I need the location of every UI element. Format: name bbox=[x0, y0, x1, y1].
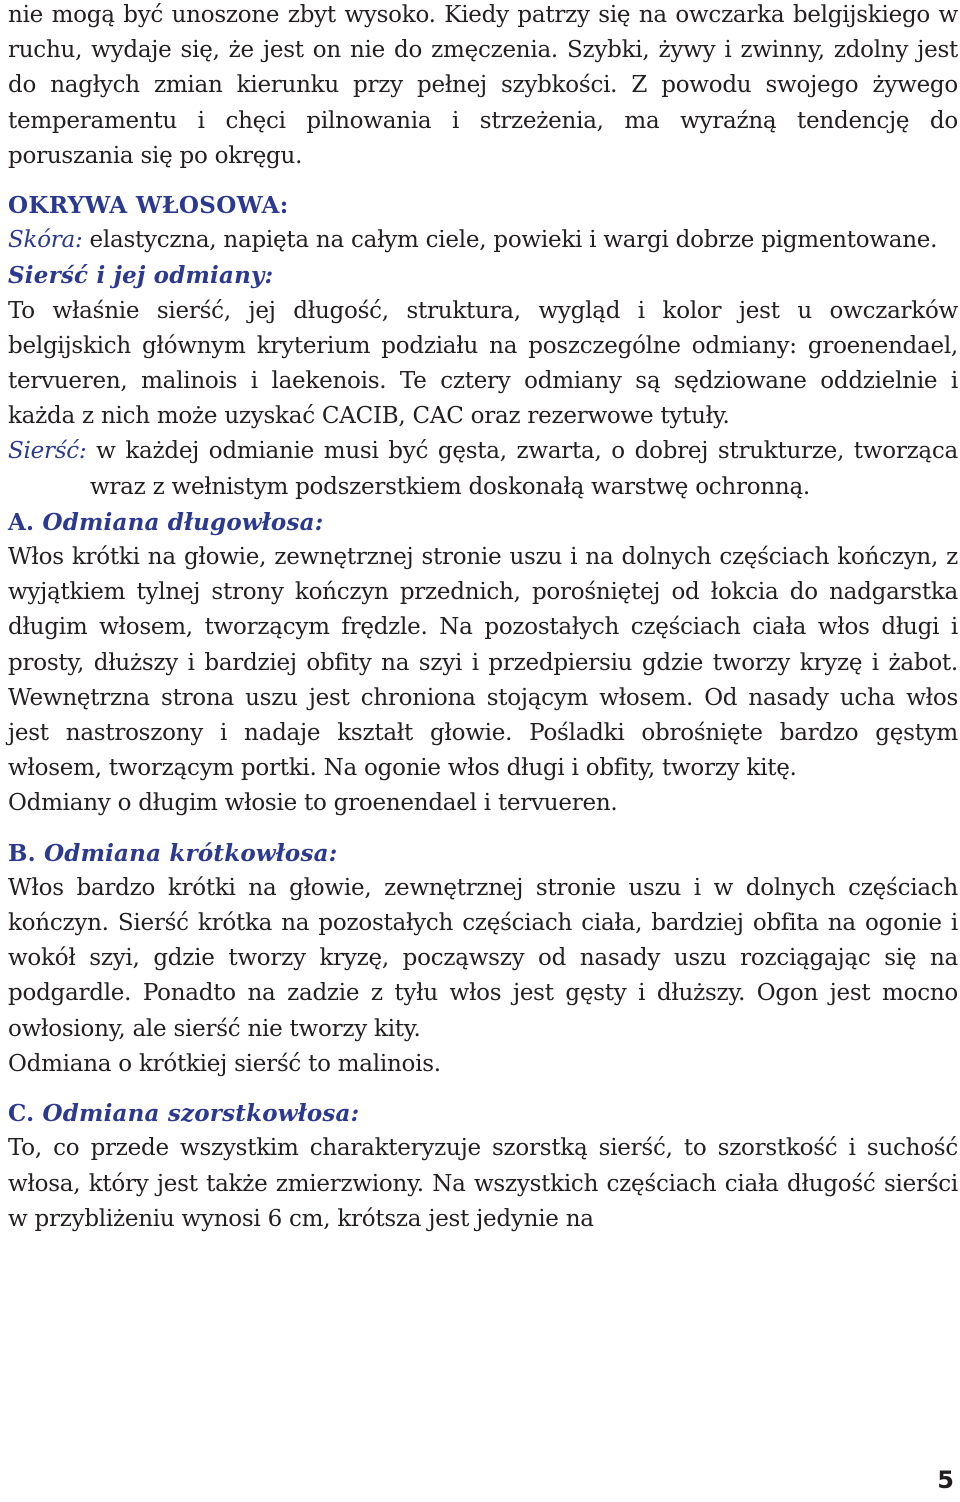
section-a-heading bbox=[8, 505, 958, 540]
section-a-title: Odmiana długowłosa: bbox=[34, 508, 324, 536]
coat-term: Sierść: bbox=[8, 438, 87, 465]
section-c-paragraph: To, co przede wszystkim charakteryzuje szorstką sierść, to szorstkość i suchość włosa, który jest także zmierzwiony. Na wszystkich częściach ciała długość sierści w przybliżeniu wynosi 6 cm, krótsza jest jedynie na bbox=[8, 1135, 958, 1232]
section-b-title: Odmiana krótkowłosa: bbox=[35, 839, 338, 867]
section-b-prefix: B. bbox=[8, 839, 36, 867]
varieties-paragraph: To właśnie sierść, jej długość, struktura, wygląd i kolor jest u owczarków belgijskich głównym kryterium podziału na poszczególne odmiany: groenendael, tervueren, malinois i laekenois. Te cztery odmiany są sędziowane oddzielnie i każda z nich może uzyskać CACIB, CAC oraz rezerwowe tytuły. bbox=[8, 297, 958, 430]
spacer bbox=[0, 822, 960, 836]
section-a-prefix: A. bbox=[8, 508, 35, 536]
section-c-title: Odmiana szorstkowłosa: bbox=[34, 1100, 360, 1128]
section-b-summary: Odmiana o krótkiej sierść to malinois. bbox=[8, 1050, 441, 1077]
skin-term: Skóra: bbox=[8, 227, 83, 254]
coat-heading: OKRYWA WŁOSOWA: bbox=[8, 192, 289, 220]
coat-paragraph bbox=[8, 434, 958, 504]
section-c-prefix: C. bbox=[8, 1100, 35, 1128]
page-number: 5 bbox=[937, 1466, 954, 1494]
section-b-heading bbox=[8, 836, 958, 871]
section-a-summary: Odmiany o długim włosie to groenendael i tervueren. bbox=[8, 790, 618, 817]
section-c-heading bbox=[8, 1096, 958, 1131]
section-b-paragraph: Włos bardzo krótki na głowie, zewnętrznej stronie uszu i w dolnych częściach kończyn. Sierść krótka na pozostałych częściach ciała, bardziej obfita na ogonie i wokół szyi, gdzie tworzy kryzę, począwszy od nasady uszu rozciągając się na podgardle. Ponadto na zadzie z tyłu włos jest gęsty i dłuższy. Ogon jest mocno owłosiony, ale sierść nie tworzy kity. bbox=[8, 874, 958, 1042]
spacer bbox=[0, 174, 960, 188]
coat-text: w każdej odmianie musi być gęsta, zwarta, o dobrej strukturze, tworząca wraz z wełnistym podszerstkiem doskonałą warstwę ochronną. bbox=[86, 438, 958, 500]
section-a-paragraph: Włos krótki na głowie, zewnętrznej stronie uszu i na dolnych częściach kończyn, z wyjątkiem tylnej strony kończyn przednich, porośniętej od łokcia do nadgarstka długim włosem, tworzącym frędzle. Na pozostałych częściach ciała włos długi i prosty, dłuższy i bardziej obfity na szyi i przedpiersiu gdzie tworzy kryzę i żabot. Wewnętrzna strona uszu jest chroniona stojącym włosem. Od nasady ucha włos jest nastroszony i nadaje kształt głowie. Pośladki obrośnięte bardzo gęstym włosem, tworzącym portki. Na ogonie włos długi i obfity, tworzy kitę. bbox=[8, 544, 958, 782]
skin-paragraph bbox=[8, 223, 958, 258]
varieties-heading: Sierść i jej odmiany: bbox=[8, 262, 274, 290]
spacer bbox=[0, 1082, 960, 1096]
intro-paragraph: nie mogą być unoszone zbyt wysoko. Kiedy patrzy się na owczarka belgijskiego w ruchu, wydaje się, że jest on nie do zmęczenia. Szybki, żywy i zwinny, zdolny jest do nagłych zmian kierunku przy pełnej szybkości. Z powodu swojego żywego temperamentu i chęci pilnowania i strzeżenia, ma wyraźną tendencję do poruszania się po okręgu. bbox=[8, 2, 958, 169]
skin-text: elastyczna, napięta na całym ciele, powieki i wargi dobrze pigmentowane. bbox=[82, 227, 938, 254]
